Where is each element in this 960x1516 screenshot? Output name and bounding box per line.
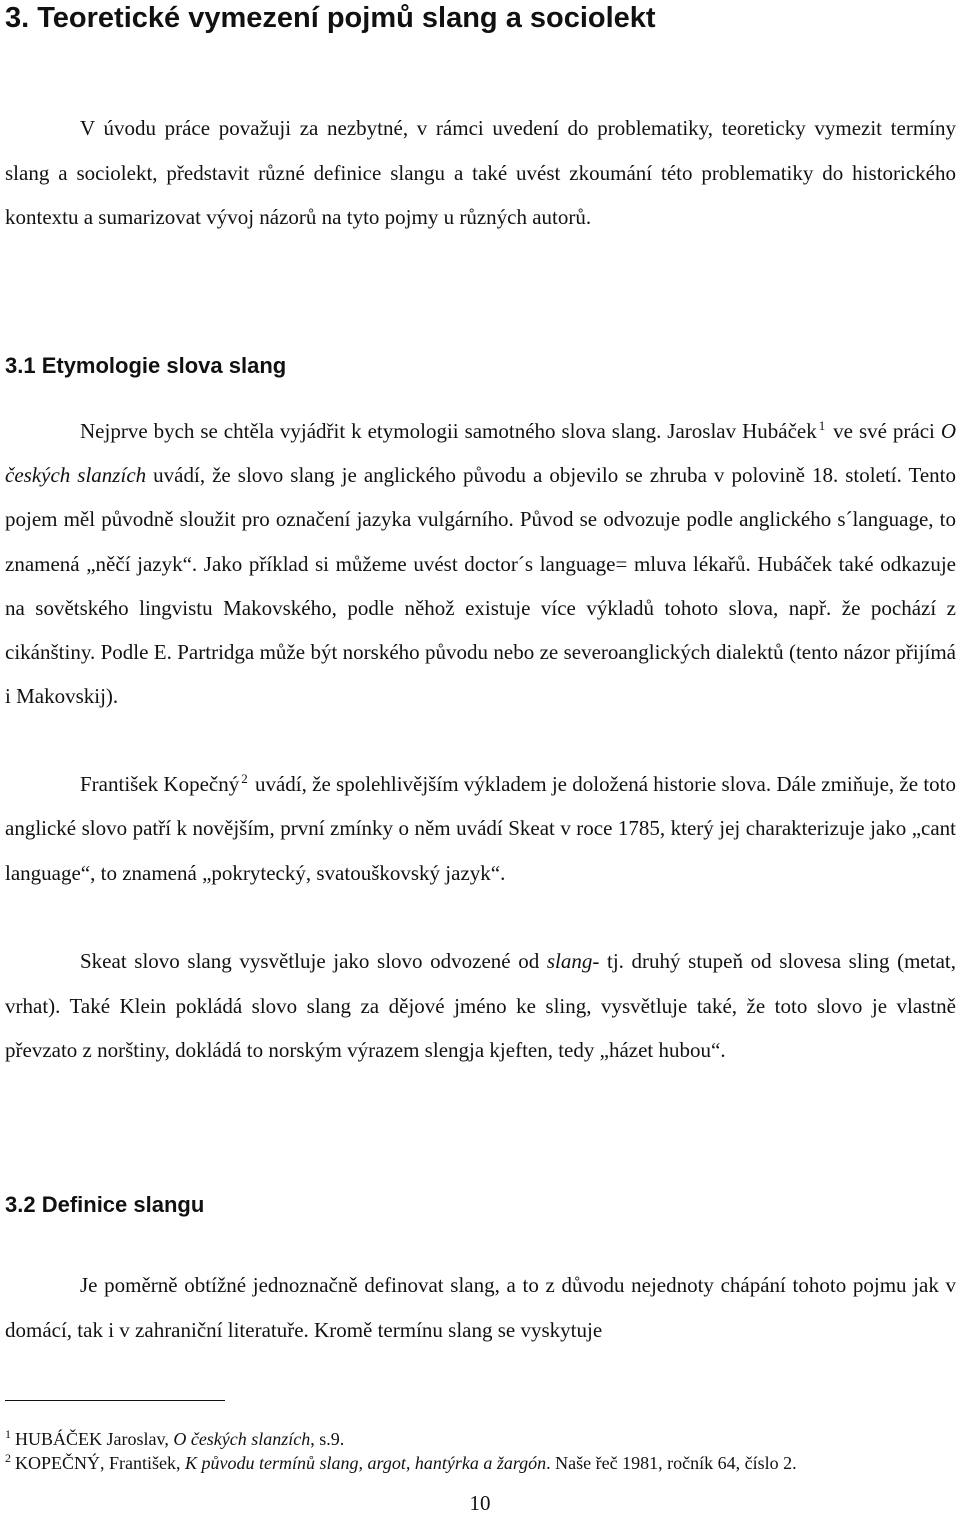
etymology-text-3a: Skeat slovo slang vysvětluje jako slovo odvozené od <box>80 949 547 973</box>
footnote-2-author: KOPEČNÝ, František, <box>15 1453 185 1473</box>
intro-paragraph <box>5 106 956 240</box>
footnote-2-number: 2 <box>5 1451 11 1465</box>
slang-italic: slang <box>546 949 593 973</box>
section-heading-etymology: 3.1 Etymologie slova slang <box>5 353 287 378</box>
etymology-text-1c: uvádí, že slovo slang je anglického původu a objevilo se zhruba v polovině 18. století. Tento pojem měl původně sloužit pro označení jazyka vulgárního. Původ se odvozuje podle anglického s´language, to znamená „něčí jazyk“. Jako příklad si můžeme uvést doctor´s language= mluva lékařů. Hubáček také odkazuje na sovětského lingvistu Makovského, podle něhož existuje více výkladů tohoto slova, např. že pochází z cikánštiny. Podle E. Partridga může být norského původu nebo ze severoanglických dialektů (tento názor přijímá i Makovskij). <box>5 463 956 709</box>
footnote-1-number: 1 <box>5 1427 11 1441</box>
etymology-text-3b: - tj. druhý stupeň od slovesa sling (metat, vrhat). Také Klein pokládá slovo slang za dějové jméno ke sling, vysvětluje také, že toto slovo je vlastně převzato z norštiny, dokládá to norským výrazem slengja kjeften, tedy „házet hubou“. <box>5 949 956 1062</box>
footnote-reference-2: 2 <box>241 771 248 786</box>
etymology-paragraph-1 <box>5 409 956 718</box>
etymology-text-2a: František Kopečný <box>80 772 240 796</box>
footnote-2-rest: . Naše řeč 1981, ročník 64, číslo 2. <box>546 1453 797 1473</box>
intro-text: V úvodu práce považuji za nezbytné, v rámci uvedení do problematiky, teoreticky vymezit termíny slang a sociolekt, představit různé definice slangu a také uvést zkoumání této problematiky do historického kontextu a sumarizovat vývoj názorů na tyto pojmy u různých autorů. <box>5 116 956 229</box>
section-heading-definition: 3.2 Definice slangu <box>5 1192 205 1217</box>
footnote-1-rest: , s.9. <box>310 1429 345 1449</box>
footnote-1 <box>5 1428 956 1450</box>
definition-paragraph <box>5 1263 956 1352</box>
etymology-text-2b: uvádí, že spolehlivějším výkladem je doložená historie slova. Dále zmiňuje, že toto anglické slovo patří k novějším, první zmínky o něm uvádí Skeat v roce 1785, který jej charakterizuje jako „cant language“, to znamená „pokrytecký, svatouškovský jazyk“. <box>5 772 956 885</box>
footnote-1-author: HUBÁČEK Jaroslav, <box>15 1429 174 1449</box>
page-number: 10 <box>469 1491 491 1515</box>
footnote-separator <box>5 1400 225 1401</box>
footnote-2-title: K původu termínů slang, argot, hantýrka a žargón <box>185 1453 547 1473</box>
book-title-italic: O českých slanzích <box>5 419 956 488</box>
etymology-text-1a: Nejprve bych se chtěla vyjádřit k etymologii samotného slova slang. Jaroslav Hubáček <box>80 419 817 443</box>
etymology-paragraph-2 <box>5 762 956 895</box>
definition-text: Je poměrně obtížné jednoznačně definovat slang, a to z důvodu nejednoty chápání tohoto pojmu jak v domácí, tak i v zahraniční literatuře. Kromě termínu slang se vyskytuje <box>5 1273 956 1342</box>
footnote-1-title: O českých slanzích <box>173 1429 311 1449</box>
etymology-paragraph-3 <box>5 939 956 1073</box>
footnote-2 <box>5 1452 956 1474</box>
chapter-heading: 3. Teoretické vymezení pojmů slang a sociolekt <box>5 2 656 34</box>
etymology-text-1b: ve své práci <box>827 419 941 443</box>
footnote-reference-1: 1 <box>818 418 826 433</box>
